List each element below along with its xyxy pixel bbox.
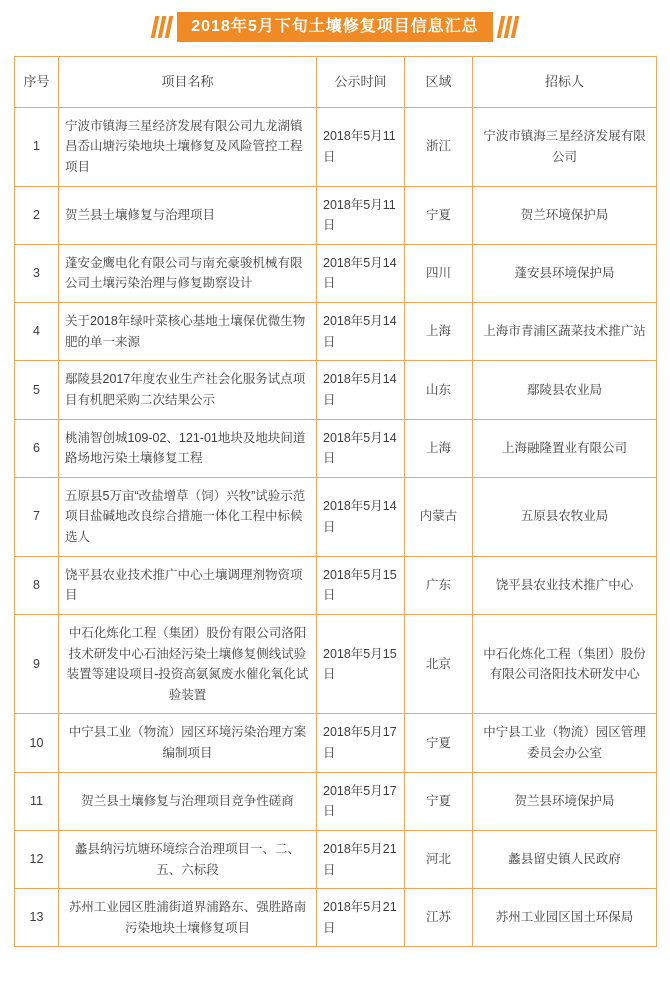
cell-project-name: 桃浦智创城109-02、121-01地块及地块间道路场地污染土壤修复工程 bbox=[59, 419, 317, 477]
cell-bidder: 上海市青浦区蔬菜技术推广站 bbox=[473, 303, 657, 361]
cell-publish-date: 2018年5月15日 bbox=[317, 556, 405, 614]
cell-publish-date: 2018年5月11日 bbox=[317, 107, 405, 186]
table-row bbox=[15, 419, 657, 477]
cell-publish-date: 2018年5月11日 bbox=[317, 186, 405, 244]
table-row bbox=[15, 107, 657, 186]
cell-bidder: 鄢陵县农业局 bbox=[473, 361, 657, 419]
cell-bidder: 蓬安县环境保护局 bbox=[473, 244, 657, 302]
project-info-table bbox=[14, 56, 657, 947]
title-left-bars-icon bbox=[153, 16, 171, 38]
cell-region: 北京 bbox=[405, 614, 473, 714]
cell-publish-date: 2018年5月21日 bbox=[317, 889, 405, 947]
cell-project-name: 蓬安金鹰电化有限公司与南充豪骏机械有限公司土壤污染治理与修复勘察设计 bbox=[59, 244, 317, 302]
table-row bbox=[15, 556, 657, 614]
cell-bidder: 饶平县农业技术推广中心 bbox=[473, 556, 657, 614]
cell-publish-date: 2018年5月14日 bbox=[317, 477, 405, 556]
cell-seq: 6 bbox=[15, 419, 59, 477]
column-header-date: 公示时间 bbox=[317, 57, 405, 107]
cell-project-name: 苏州工业园区胜浦街道界浦路东、强胜路南污染地块土壤修复项目 bbox=[59, 889, 317, 947]
cell-region: 浙江 bbox=[405, 107, 473, 186]
cell-seq: 3 bbox=[15, 244, 59, 302]
cell-publish-date: 2018年5月21日 bbox=[317, 830, 405, 888]
cell-project-name: 宁波市镇海三星经济发展有限公司九龙湖镇昌岙山塘污染地块土壤修复及风险管控工程项目 bbox=[59, 107, 317, 186]
cell-region: 江苏 bbox=[405, 889, 473, 947]
table-row bbox=[15, 614, 657, 714]
document-title-banner bbox=[0, 0, 670, 52]
cell-bidder: 宁波市镇海三星经济发展有限公司 bbox=[473, 107, 657, 186]
table-row bbox=[15, 477, 657, 556]
cell-region: 四川 bbox=[405, 244, 473, 302]
cell-bidder: 蠡县留史镇人民政府 bbox=[473, 830, 657, 888]
cell-project-name: 鄢陵县2017年度农业生产社会化服务试点项目有机肥采购二次结果公示 bbox=[59, 361, 317, 419]
cell-region: 宁夏 bbox=[405, 772, 473, 830]
cell-publish-date: 2018年5月14日 bbox=[317, 361, 405, 419]
table-row bbox=[15, 772, 657, 830]
cell-seq: 5 bbox=[15, 361, 59, 419]
cell-region: 上海 bbox=[405, 419, 473, 477]
table-row bbox=[15, 889, 657, 947]
column-header-region: 区域 bbox=[405, 57, 473, 107]
cell-seq: 8 bbox=[15, 556, 59, 614]
cell-seq: 1 bbox=[15, 107, 59, 186]
cell-publish-date: 2018年5月17日 bbox=[317, 772, 405, 830]
table-row bbox=[15, 714, 657, 772]
cell-publish-date: 2018年5月14日 bbox=[317, 303, 405, 361]
cell-seq: 9 bbox=[15, 614, 59, 714]
cell-bidder: 苏州工业园区国土环保局 bbox=[473, 889, 657, 947]
cell-seq: 4 bbox=[15, 303, 59, 361]
column-header-seq: 序号 bbox=[15, 57, 59, 107]
table-row bbox=[15, 303, 657, 361]
cell-publish-date: 2018年5月15日 bbox=[317, 614, 405, 714]
cell-bidder: 上海融隆置业有限公司 bbox=[473, 419, 657, 477]
cell-region: 河北 bbox=[405, 830, 473, 888]
cell-region: 宁夏 bbox=[405, 186, 473, 244]
cell-bidder: 五原县农牧业局 bbox=[473, 477, 657, 556]
cell-project-name: 贺兰县土壤修复与治理项目 bbox=[59, 186, 317, 244]
cell-seq: 11 bbox=[15, 772, 59, 830]
table-header-row bbox=[15, 57, 657, 107]
cell-bidder: 中宁县工业（物流）园区管理委员会办公室 bbox=[473, 714, 657, 772]
table-row bbox=[15, 186, 657, 244]
title-right-bars-icon bbox=[499, 16, 517, 38]
cell-project-name: 中宁县工业（物流）园区环境污染治理方案编制项目 bbox=[59, 714, 317, 772]
cell-region: 广东 bbox=[405, 556, 473, 614]
column-header-name: 项目名称 bbox=[59, 57, 317, 107]
table-row bbox=[15, 361, 657, 419]
cell-publish-date: 2018年5月14日 bbox=[317, 419, 405, 477]
cell-bidder: 贺兰环境保护局 bbox=[473, 186, 657, 244]
cell-project-name: 关于2018年绿叶菜核心基地土壤保优微生物肥的单一来源 bbox=[59, 303, 317, 361]
cell-region: 宁夏 bbox=[405, 714, 473, 772]
cell-bidder: 贺兰县环境保护局 bbox=[473, 772, 657, 830]
cell-seq: 13 bbox=[15, 889, 59, 947]
cell-publish-date: 2018年5月14日 bbox=[317, 244, 405, 302]
cell-seq: 2 bbox=[15, 186, 59, 244]
cell-project-name: 蠡县纳污坑塘环境综合治理项目一、二、五、六标段 bbox=[59, 830, 317, 888]
cell-seq: 10 bbox=[15, 714, 59, 772]
page-title: 2018年5月下旬土壤修复项目信息汇总 bbox=[177, 12, 493, 42]
cell-project-name: 中石化炼化工程（集团）股份有限公司洛阳技术研发中心石油烃污染土壤修复侧线试验装置等建设项目-投资高氨氮废水催化氧化试验装置 bbox=[59, 614, 317, 714]
cell-region: 上海 bbox=[405, 303, 473, 361]
cell-project-name: 贺兰县土壤修复与治理项目竞争性磋商 bbox=[59, 772, 317, 830]
cell-project-name: 饶平县农业技术推广中心土壤调理剂物资项目 bbox=[59, 556, 317, 614]
table-row bbox=[15, 830, 657, 888]
cell-publish-date: 2018年5月17日 bbox=[317, 714, 405, 772]
cell-region: 山东 bbox=[405, 361, 473, 419]
column-header-bidder: 招标人 bbox=[473, 57, 657, 107]
cell-project-name: 五原县5万亩“改盐增草（饲）兴牧”试验示范项目盐碱地改良综合措施一体化工程中标候选人 bbox=[59, 477, 317, 556]
cell-seq: 12 bbox=[15, 830, 59, 888]
table-row bbox=[15, 244, 657, 302]
cell-region: 内蒙古 bbox=[405, 477, 473, 556]
cell-seq: 7 bbox=[15, 477, 59, 556]
cell-bidder: 中石化炼化工程（集团）股份有限公司洛阳技术研发中心 bbox=[473, 614, 657, 714]
